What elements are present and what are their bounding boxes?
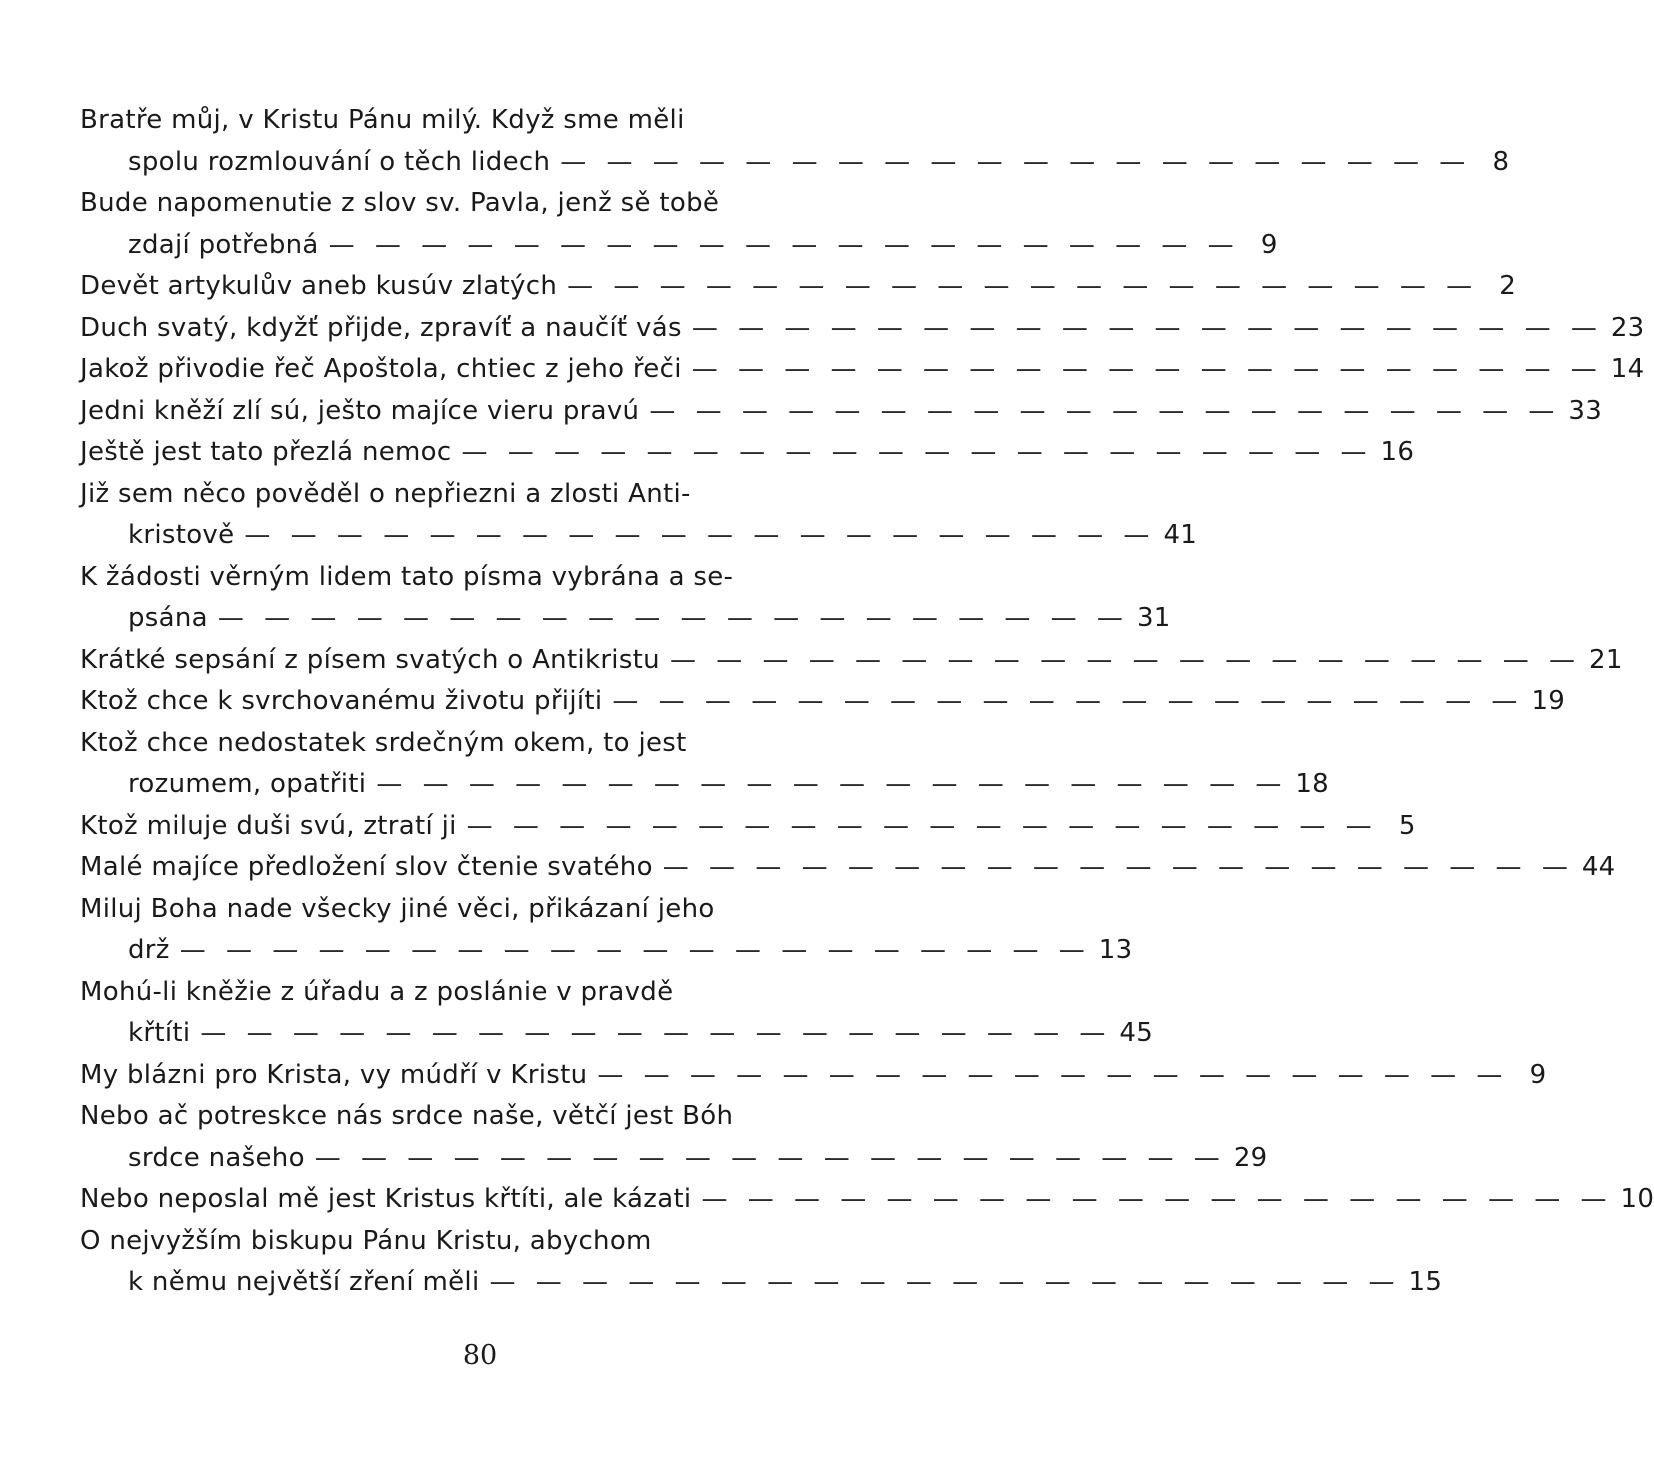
leader-dashes: — — — — — — — — — — — — — — — — — — — — (612, 686, 1524, 716)
leader-dashes: — — — — — — — — — — — — — — — — — — — — (376, 769, 1288, 799)
leader-dashes: — — — — — — — — — — — — — — — — — — — — (691, 354, 1603, 384)
index-entry-line (80, 349, 1645, 391)
leader-dashes: — — — — — — — — — — — — — — — — — — — — (662, 852, 1574, 882)
index-entry (80, 557, 1171, 640)
index-entry (80, 1221, 1443, 1304)
index-entry-line (80, 640, 1623, 682)
index-entry (80, 1055, 1547, 1097)
index-entry-line (80, 100, 870, 142)
index-entry (80, 183, 1278, 266)
index-entry-line (80, 889, 870, 931)
index-entry-text: Devět artykulův aneb kusúv zlatých (80, 271, 558, 301)
leader-dashes: — — — — — — — — — — — — — — — — — — — — (669, 644, 1581, 675)
index-entry-page: 33 (1568, 395, 1603, 426)
leader-dashes: — — — — — — — — — — — — — — — — — — — — (567, 271, 1479, 301)
index-entry-text: Malé majíce předložení slov čtenie svatého (80, 852, 653, 882)
index-entry-line (80, 723, 870, 765)
index-entry-line (80, 930, 1133, 972)
index-entry-line (80, 1096, 870, 1138)
leader-dashes: — — — — — — — — — — — — — — — — — — — — (179, 935, 1091, 965)
index-entry-line (80, 847, 1616, 889)
leader-dashes: — — — — — — — — — — — — — — — — — — — — (244, 520, 1156, 550)
index-entry (80, 1179, 1654, 1221)
leader-dashes: — — — — — — — — — — — — — — — — — — — — (466, 810, 1378, 841)
index-entry (80, 640, 1623, 682)
leader-dashes: — — — — — — — — — — — — — — — — — — — — (560, 146, 1472, 177)
index-entry-text: spolu rozmlouvání o těch lidech (128, 146, 551, 177)
index-entry-text: Ještě jest tato přezlá nemoc (80, 437, 452, 467)
index-entry-text: Mohú-li kněžie z úřadu a z poslánie v pravdě (80, 976, 674, 1007)
index-entry-text: Již sem něco pověděl o nepřiezni a zlosti Anti- (80, 478, 691, 509)
index-entry-line (80, 972, 870, 1014)
index-entry-page: 44 (1581, 852, 1616, 882)
index-entry (80, 308, 1645, 350)
index-entry-line (80, 557, 870, 599)
index-entry-page: 15 (1408, 1267, 1443, 1297)
leader-dashes: — — — — — — — — — — — — — — — — — — — — (597, 1059, 1509, 1090)
index-entry-page: 16 (1380, 437, 1415, 467)
index-entry-text: drž (128, 935, 170, 965)
index-entry-text: Nebo neposlal mě jest Kristus křtíti, ale kázati (80, 1184, 692, 1214)
index-entry-text: k němu největší zření měli (128, 1267, 480, 1297)
leader-dashes: — — — — — — — — — — — — — — — — — — — — (701, 1184, 1613, 1214)
index-entry-page: 31 (1136, 603, 1171, 633)
index-entry-page: 8 (1492, 146, 1510, 177)
index-entry-text: kristově (128, 520, 235, 550)
index-entry-line (80, 266, 1517, 308)
index-entry (80, 100, 1510, 183)
index-entry-text: Jedni kněží zlí sú, ješto majíce vieru pravú (80, 395, 640, 426)
index-entry (80, 349, 1645, 391)
leader-dashes: — — — — — — — — — — — — — — — — — — — — (461, 437, 1373, 467)
index-entry-text: Ktož miluje duši svú, ztratí ji (80, 810, 457, 841)
leader-dashes: — — — — — — — — — — — — — — — — — — — — (489, 1267, 1401, 1297)
leader-dashes: — — — — — — — — — — — — — — — — — — — — (691, 312, 1603, 343)
index-entry-line (80, 308, 1645, 350)
index-entry-text: My blázni pro Krista, vy múdří v Kristu (80, 1059, 588, 1090)
index-entry-page: 29 (1233, 1142, 1268, 1173)
index-entry (80, 1096, 1268, 1179)
index-entry-line (80, 1221, 870, 1263)
index-entry-text: srdce našeho (128, 1142, 305, 1173)
index-entry-page: 18 (1295, 769, 1330, 799)
leader-dashes: — — — — — — — — — — — — — — — — — — — — (314, 1142, 1226, 1173)
index-entry-text: Bratře můj, v Kristu Pánu milý. Když sme měli (80, 105, 685, 135)
index-entry-line (80, 515, 1198, 557)
index-entry-page: 5 (1398, 810, 1416, 841)
index-entry-page: 14 (1610, 354, 1645, 384)
index-entry-line (80, 806, 1416, 848)
leader-dashes: — — — — — — — — — — — — — — — — — — — — (328, 229, 1240, 260)
index-entry-page: 19 (1531, 686, 1566, 716)
index-entry-line (80, 1262, 1443, 1304)
index-entry (80, 391, 1603, 433)
leader-dashes: — — — — — — — — — — — — — — — — — — — — (649, 395, 1561, 426)
index-entry-text: Nebo ač potreskce nás srdce naše, větčí jest Bóh (80, 1101, 734, 1131)
index-entry-line (80, 432, 1415, 474)
index-entry-text: O nejvyžším biskupu Pánu Kristu, abychom (80, 1225, 652, 1256)
index-entry (80, 806, 1416, 848)
index-entry (80, 432, 1415, 474)
index-entry-text: zdají potřebná (128, 229, 319, 260)
index-entry-page: 2 (1499, 271, 1517, 301)
index-entry-line (80, 1013, 1154, 1055)
index-entry-line (80, 764, 1330, 806)
index-entry-line (80, 183, 870, 225)
index-entry-text: Krátké sepsání z písem svatých o Antikristu (80, 644, 660, 675)
index-page (80, 100, 1654, 1304)
leader-dashes: — — — — — — — — — — — — — — — — — — — — (217, 603, 1129, 633)
index-entry-text: Miluj Boha nade všecky jiné věci, přikázaní jeho (80, 893, 715, 924)
index-entry-line (80, 598, 1171, 640)
index-entry-page: 21 (1588, 644, 1623, 675)
index-entry-text: Duch svatý, kdyžť přijde, zpravíť a naučíť vás (80, 312, 682, 343)
index-entry-text: K žádosti věrným lidem tato písma vybrána a se- (80, 561, 734, 592)
index-entry-text: Bude napomenutie z slov sv. Pavla, jenž sě tobě (80, 188, 720, 218)
index-entry-text: Ktož chce k svrchovanému životu přijíti (80, 686, 603, 716)
index-entry-page: 9 (1529, 1059, 1547, 1090)
index-entry-text: křtíti (128, 1018, 191, 1048)
index-entry-line (80, 142, 1510, 184)
index-entry (80, 972, 1154, 1055)
index-entry-page: 13 (1098, 935, 1133, 965)
index-entry-line (80, 1138, 1268, 1180)
page-number: 80 (462, 1340, 498, 1371)
index-entry-page: 23 (1610, 312, 1645, 343)
index-entry-text: rozumem, opatřiti (128, 769, 367, 799)
index-entry (80, 723, 1330, 806)
index-entry-line (80, 1179, 1654, 1221)
index-entry-line (80, 474, 870, 516)
index-entry (80, 681, 1566, 723)
index-entry-text: psána (128, 603, 208, 633)
leader-dashes: — — — — — — — — — — — — — — — — — — — — (200, 1018, 1112, 1048)
index-list (80, 100, 1654, 1304)
index-entry (80, 474, 1198, 557)
index-entry-text: Jakož přivodie řeč Apoštola, chtiec z jeho řeči (80, 354, 682, 384)
index-entry-line (80, 225, 1278, 267)
index-entry-page: 41 (1163, 520, 1198, 550)
index-entry-page: 9 (1260, 229, 1278, 260)
index-entry (80, 847, 1616, 889)
index-entry (80, 889, 1133, 972)
index-entry (80, 266, 1517, 308)
index-entry-text: Ktož chce nedostatek srdečným okem, to jest (80, 727, 687, 758)
index-entry-page: 10 (1620, 1184, 1654, 1214)
index-entry-line (80, 681, 1566, 723)
index-entry-page: 45 (1119, 1018, 1154, 1048)
index-entry-line (80, 1055, 1547, 1097)
index-entry-line (80, 391, 1603, 433)
